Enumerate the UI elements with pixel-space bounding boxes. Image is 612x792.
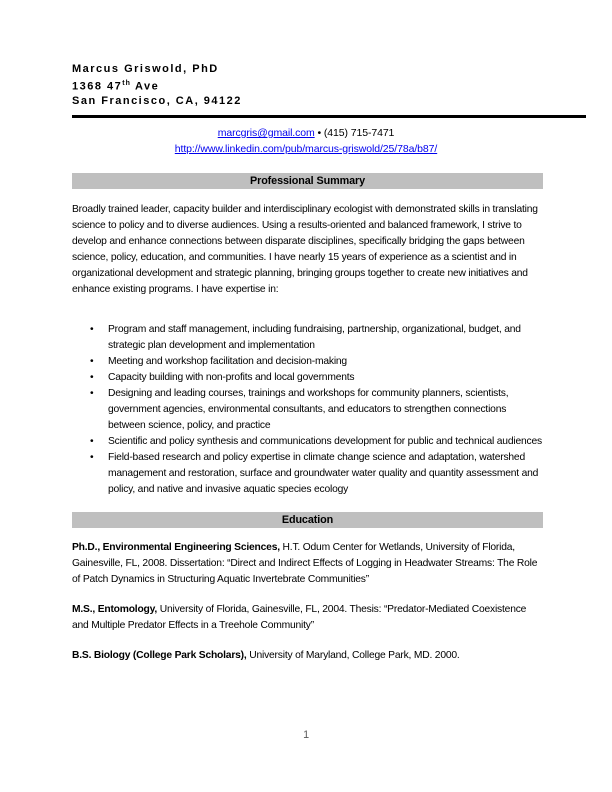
bullet-item xyxy=(72,322,542,354)
education-entry-bs xyxy=(72,648,542,664)
bullet-text: Capacity building with non-profits and local governments xyxy=(108,372,355,383)
bullet-text: Field-based research and policy expertise in climate change science and adaptation, watershed management and restoration, surface and groundwater water quality and quantity assessment and policy, and native and invasive aquatic species ecology xyxy=(108,452,539,495)
section-header-professional-summary: Professional Summary xyxy=(72,173,543,189)
education-entry-phd xyxy=(72,540,542,588)
contact-block xyxy=(72,126,540,157)
degree-details: University of Florida, Gainesville, FL, 2004. Thesis: “Predator-Mediated Coexistence and Multiple Predator Effects in a Treehole Community” xyxy=(72,604,527,631)
bullet-text: Designing and leading courses, trainings and workshops for community planners, scientists, government agencies, environmental consultants, and educators to strengthen connections between science, policy, and practice xyxy=(108,388,509,431)
bullet-marker: • xyxy=(90,436,94,447)
contact-line-1 xyxy=(72,126,540,142)
phone-number: (415) 715-7471 xyxy=(323,127,395,139)
education-entry-ms xyxy=(72,602,542,634)
bullet-marker: • xyxy=(90,372,94,383)
degree-title: Ph.D., Environmental Engineering Sciences, xyxy=(72,542,280,553)
bullet-marker: • xyxy=(90,324,94,335)
degree-details: University of Maryland, College Park, MD. 2000. xyxy=(246,650,460,661)
header-rule xyxy=(72,115,586,118)
bullet-marker: • xyxy=(90,356,94,367)
address-street-number: 1368 47 xyxy=(72,80,123,93)
degree-details: H.T. Odum Center for Wetlands, University of Florida, Gainesville, FL, 2008. Dissertation: “Direct and Indirect Effects of Logging in Headwater Streams: The Role of Patch Dynamics in Structuring Aquatic Invertebrate Communities” xyxy=(72,542,538,585)
address-street-name: Ave xyxy=(130,80,160,93)
bullet-text: Scientific and policy synthesis and communications development for public and technical audiences xyxy=(108,436,542,447)
bullet-item xyxy=(72,354,542,370)
address-line-2: San Francisco, CA, 94122 xyxy=(72,94,242,107)
contact-separator: • xyxy=(314,127,324,139)
contact-line-2 xyxy=(72,142,540,158)
bullet-item xyxy=(72,450,542,498)
summary-paragraph: Broadly trained leader, capacity builder and interdisciplinary ecologist with demonstrated skills in translating science to policy and to diverse audiences. Using a results-oriented and balanced framework, I strive to develop and enhance connections between disparate disciplines, specifically bridging the gaps between science, policy, education, and communities. I have nearly 15 years of experience as a scientist and in organizational development and strategic planning, bringing groups together to create new initiatives and enhance existing programs. I have expertise in: xyxy=(72,204,538,295)
email-link[interactable]: marcgris@gmail.com xyxy=(217,127,315,139)
address-ordinal-suffix: th xyxy=(122,79,131,87)
bullet-item xyxy=(72,386,542,434)
header-block xyxy=(72,62,542,108)
section-header-education: Education xyxy=(72,512,543,528)
bullet-item xyxy=(72,370,542,386)
bullet-text: Program and staff management, including fundraising, partnership, organizational, budget, and strategic plan development and implementation xyxy=(108,324,521,351)
page-number: 1 xyxy=(303,729,309,741)
address-line-1 xyxy=(72,77,542,94)
degree-title: M.S., Entomology, xyxy=(72,604,158,615)
bullet-text: Meeting and workshop facilitation and decision-making xyxy=(108,356,347,367)
person-name: Marcus Griswold, PhD xyxy=(72,63,219,75)
degree-title: B.S. Biology (College Park Scholars), xyxy=(72,650,247,661)
education-block xyxy=(72,540,542,678)
bullet-item xyxy=(72,434,542,450)
linkedin-link[interactable]: http://www.linkedin.com/pub/marcus-griswold/25/78a/b87/ xyxy=(174,142,438,155)
bullet-marker: • xyxy=(90,452,94,463)
bullet-marker: • xyxy=(90,388,94,399)
expertise-bullet-list xyxy=(72,322,542,498)
